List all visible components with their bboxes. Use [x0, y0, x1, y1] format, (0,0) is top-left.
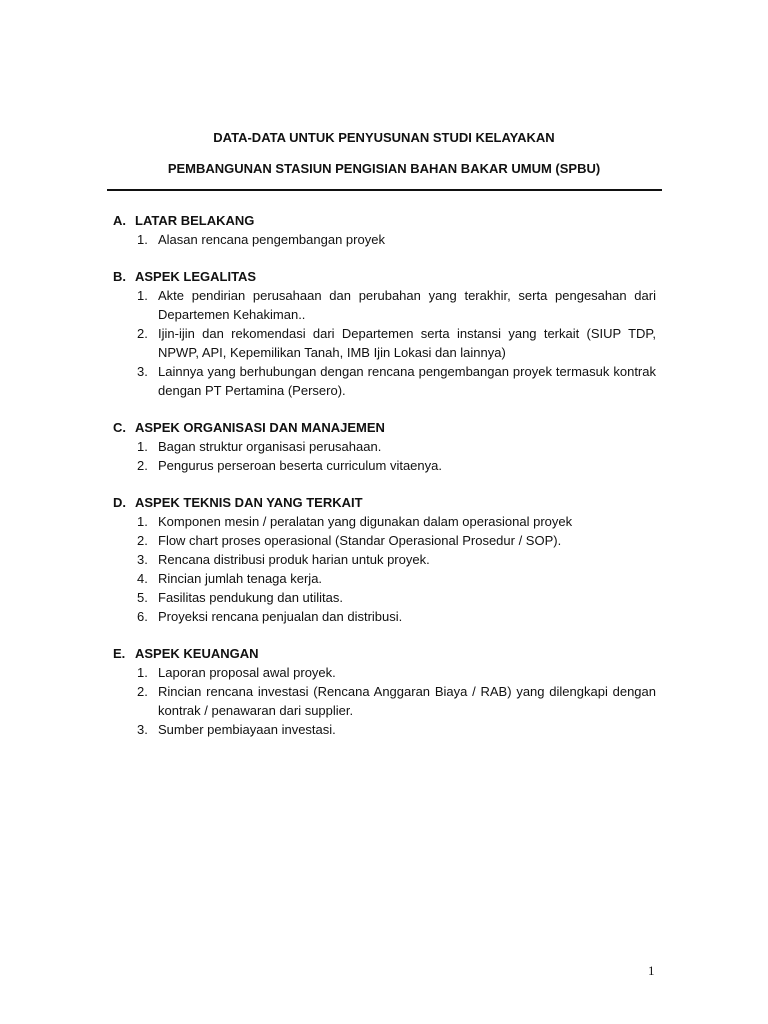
section-title: ASPEK ORGANISASI DAN MANAJEMEN — [135, 420, 385, 435]
section-heading — [113, 493, 656, 512]
list-item — [113, 230, 656, 249]
item-number: 6. — [137, 609, 148, 624]
title-divider — [107, 189, 662, 191]
item-text: Proyeksi rencana penjualan dan distribusi. — [158, 609, 403, 624]
item-text: Laporan proposal awal proyek. — [158, 665, 336, 680]
document-title-line-2: PEMBANGUNAN STASIUN PENGISIAN BAHAN BAKAR UMUM (SPBU) — [167, 161, 601, 176]
document-title-line-1: DATA-DATA UNTUK PENYUSUNAN STUDI KELAYAKAN — [213, 130, 555, 145]
item-number: 1. — [137, 514, 148, 529]
section-c — [113, 418, 656, 475]
list-item — [113, 607, 656, 626]
item-text: Pengurus perseroan beserta curriculum vitaenya. — [158, 458, 442, 473]
item-number: 2. — [137, 458, 148, 473]
section-list — [113, 663, 656, 739]
section-title: ASPEK TEKNIS DAN YANG TERKAIT — [135, 495, 363, 510]
item-text: Rincian rencana investasi (Rencana Anggaran Biaya / RAB) yang dilengkapi dengan kontrak / penawaran dari supplier. — [158, 684, 656, 718]
section-list — [113, 512, 656, 626]
list-item — [113, 286, 656, 324]
section-letter: B. — [113, 269, 126, 284]
item-number: 3. — [137, 364, 148, 379]
list-item — [113, 588, 656, 607]
item-text: Sumber pembiayaan investasi. — [158, 722, 336, 737]
section-title: ASPEK KEUANGAN — [135, 646, 259, 661]
item-number: 1. — [137, 439, 148, 454]
item-text: Ijin-ijin dan rekomendasi dari Departemen serta instansi yang terkait (SIUP TDP, NPWP, API, Kepemilikan Tanah, IMB Ijin Lokasi dan lainnya) — [158, 326, 656, 360]
list-item — [113, 437, 656, 456]
list-item — [113, 512, 656, 531]
section-a — [113, 211, 656, 249]
item-text: Alasan rencana pengembangan proyek — [158, 232, 385, 247]
list-item — [113, 324, 656, 362]
item-text: Bagan struktur organisasi perusahaan. — [158, 439, 382, 454]
section-e — [113, 644, 656, 739]
section-letter: E. — [113, 646, 126, 661]
list-item — [113, 682, 656, 720]
section-heading — [113, 211, 656, 230]
item-number: 2. — [137, 533, 148, 548]
list-item — [113, 456, 656, 475]
item-text: Rencana distribusi produk harian untuk proyek. — [158, 552, 430, 567]
list-item — [113, 720, 656, 739]
section-letter: A. — [113, 213, 126, 228]
page-number: 1 — [648, 963, 655, 978]
item-number: 1. — [137, 288, 148, 303]
section-heading — [113, 644, 656, 663]
section-title: LATAR BELAKANG — [135, 213, 255, 228]
list-item — [113, 663, 656, 682]
item-number: 3. — [137, 722, 148, 737]
item-number: 1. — [137, 232, 148, 247]
list-item — [113, 362, 656, 400]
item-text: Lainnya yang berhubungan dengan rencana pengembangan proyek termasuk kontrak dengan PT Pertamina (Persero). — [158, 364, 656, 398]
section-letter: D. — [113, 495, 126, 510]
item-text: Flow chart proses operasional (Standar Operasional Prosedur / SOP). — [158, 533, 562, 548]
item-number: 5. — [137, 590, 148, 605]
section-list — [113, 286, 656, 400]
item-text: Komponen mesin / peralatan yang digunakan dalam operasional proyek — [158, 514, 573, 529]
item-number: 1. — [137, 665, 148, 680]
item-text: Rincian jumlah tenaga kerja. — [158, 571, 323, 586]
list-item — [113, 569, 656, 588]
section-title: ASPEK LEGALITAS — [135, 269, 257, 284]
section-b — [113, 267, 656, 400]
item-number: 4. — [137, 571, 148, 586]
section-heading — [113, 267, 656, 286]
list-item — [113, 550, 656, 569]
item-text: Fasilitas pendukung dan utilitas. — [158, 590, 344, 605]
section-d — [113, 493, 656, 626]
section-list — [113, 230, 656, 249]
item-text: Akte pendirian perusahaan dan perubahan yang terakhir, serta pengesahan dari Departemen Kehakiman.. — [158, 288, 656, 322]
section-list — [113, 437, 656, 475]
document-content — [113, 211, 656, 757]
section-heading — [113, 418, 656, 437]
section-letter: C. — [113, 420, 126, 435]
list-item — [113, 531, 656, 550]
item-number: 3. — [137, 552, 148, 567]
item-number: 2. — [137, 326, 148, 341]
item-number: 2. — [137, 684, 148, 699]
